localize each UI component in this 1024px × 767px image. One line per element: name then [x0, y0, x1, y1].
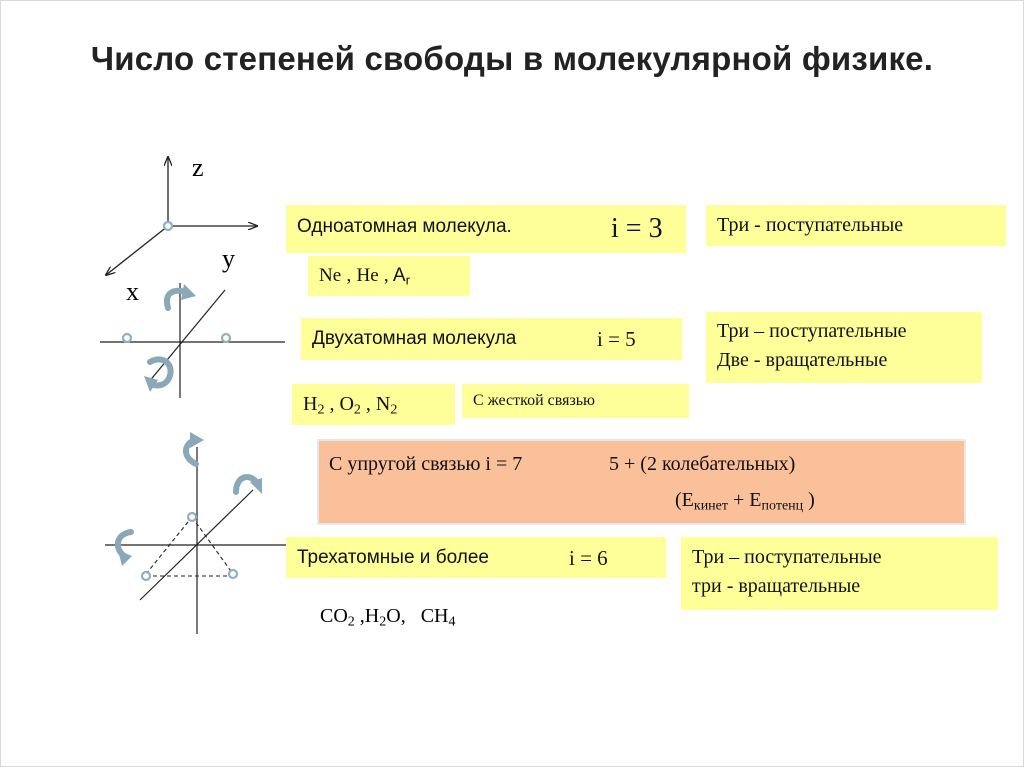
x-axis [106, 226, 168, 275]
triatomic-atom-right [229, 570, 237, 578]
monatomic-point [164, 222, 172, 230]
diatomic-dof-line2: Две - вращательные [717, 349, 888, 371]
elastic-bond-box [317, 439, 966, 525]
triatomic-examples: $CO_2$ $,H_2O$, $CH_4$ [320, 605, 456, 630]
triatomic-diagram [105, 432, 286, 634]
monatomic-box [286, 205, 686, 253]
rotation-arrow-right-icon [236, 477, 262, 494]
elastic-energy: ($E_{кинет} + E_{потенц}$ ) [675, 489, 815, 514]
rotation-arrow-top-icon [167, 284, 196, 308]
rigid-bond-label: С жесткой связью [473, 392, 596, 409]
diatomic-i-value: i = 5 [597, 327, 636, 351]
triatomic-box [286, 537, 666, 578]
elastic-bond-label: С упругой связью i = 7 [329, 453, 523, 475]
triatomic-dof-line2: три - вращательные [692, 575, 861, 597]
z-axis-label: z [192, 153, 204, 182]
triatomic-i-value: i = 6 [569, 546, 608, 570]
triatomic-dof-box [681, 537, 998, 610]
diatomic-atom-right [222, 334, 230, 342]
rigid-bond-box [462, 384, 689, 418]
monatomic-examples: Ne , He , $A_r$ [319, 265, 411, 288]
monatomic-i-value: i = 3 [611, 213, 663, 244]
triatomic-atom-top [188, 513, 196, 521]
triatomic-label: Трехатомные и более [297, 547, 489, 568]
monatomic-examples-box [308, 256, 470, 296]
y-axis-label: y [222, 244, 235, 273]
triatomic-dof-line1: Три – поступательные [692, 546, 882, 568]
rotation-arrow-bottom-icon [144, 359, 171, 392]
monatomic-dof-box [706, 205, 1006, 246]
x-axis-label: x [126, 277, 139, 306]
diatomic-atom-left [123, 334, 131, 342]
diatomic-examples: $H_2$ , $O_2$ , $N_2$ [303, 393, 398, 418]
monatomic-dof: Три - поступательные [717, 214, 904, 236]
triatomic-atom-left [142, 572, 150, 580]
diatomic-dof-line1: Три – поступательные [717, 320, 907, 342]
diatomic-dof-box [706, 312, 982, 383]
elastic-formula: 5 + (2 колебательных) [609, 453, 796, 475]
slide-title: Число степеней свободы в молекулярной физике. [90, 40, 934, 77]
diatomic-label: Двухатомная молекула [312, 328, 517, 349]
rotation-arrow-top-icon [186, 432, 204, 464]
diatomic-box [301, 318, 682, 360]
monatomic-label: Одноатомная молекула. [297, 216, 512, 237]
rotation-arrow-left-icon [118, 532, 132, 566]
diatomic-examples-box [292, 384, 455, 425]
